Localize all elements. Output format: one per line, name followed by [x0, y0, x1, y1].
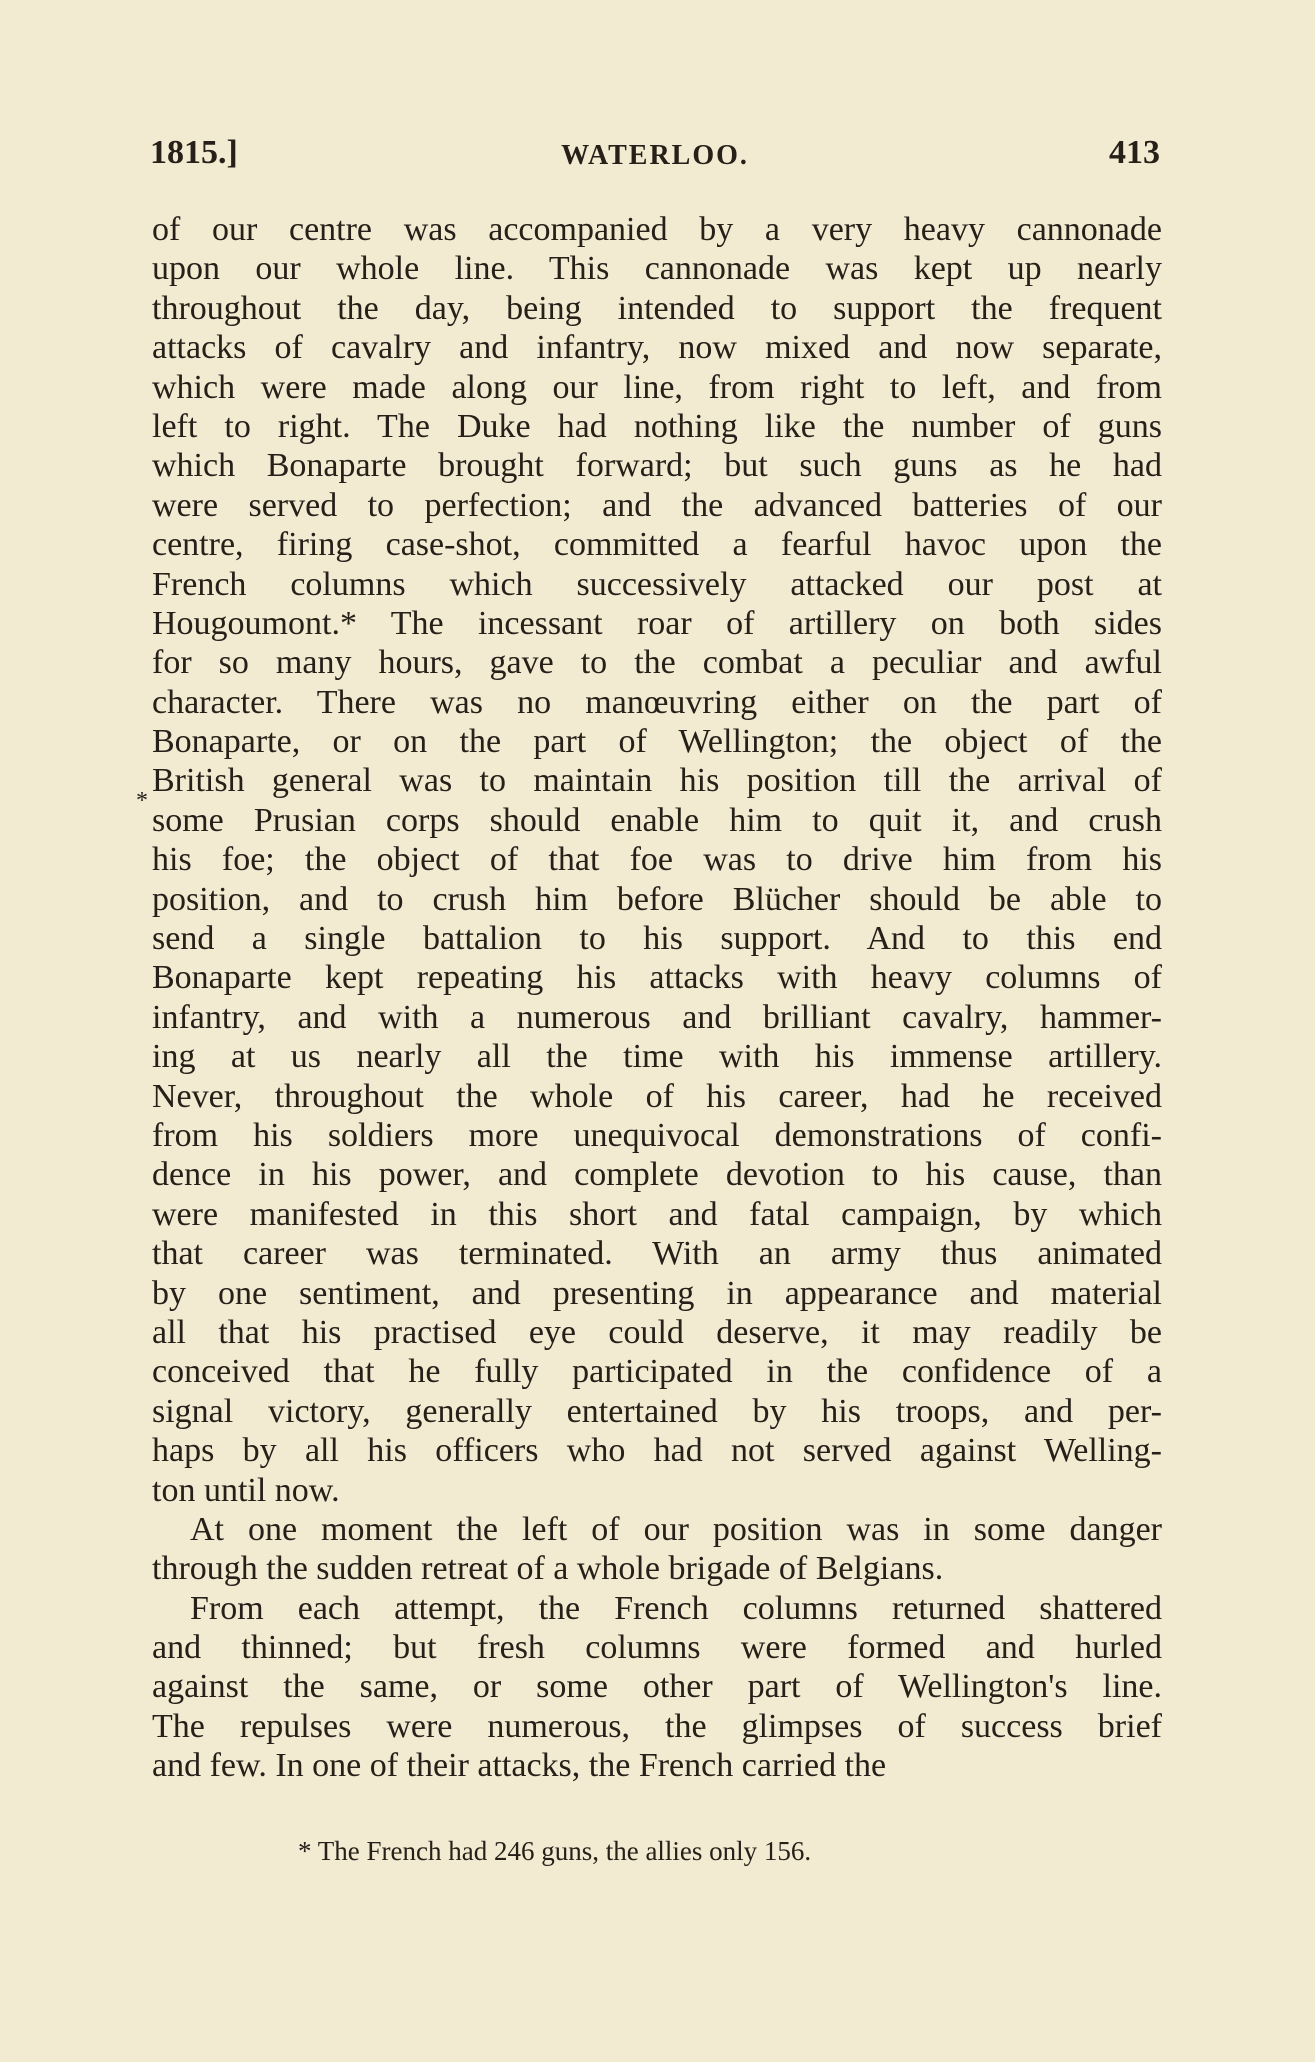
header-title: WATERLOO.: [561, 140, 749, 171]
text-line: infantry, and with a numerous and brilliant cavalry, hammer-: [152, 998, 1162, 1036]
footnote: * The French had 246 guns, the allies only 156.: [298, 1836, 812, 1866]
text-line: Never, throughout the whole of his career, had he received: [152, 1077, 1162, 1115]
text-line: were served to perfection; and the advanced batteries of our: [152, 486, 1162, 524]
text-line: dence in his power, and complete devotion to his cause, than: [152, 1156, 1162, 1194]
text-line: upon our whole line. This cannonade was kept up nearly: [152, 250, 1162, 288]
paragraph-3: [152, 1589, 1162, 1786]
text-line: ton until now.: [152, 1471, 340, 1509]
text-line: were manifested in this short and fatal campaign, by which: [152, 1195, 1162, 1233]
text-line: conceived that he fully participated in the confidence of a: [152, 1353, 1162, 1391]
body-text: [152, 210, 1162, 1786]
paragraph-2: [152, 1510, 1162, 1589]
text-line: which were made along our line, from right to left, and from: [152, 368, 1162, 406]
text-line: French columns which successively attacked our post at: [152, 565, 1162, 603]
text-line: which Bonaparte brought forward; but such guns as he had: [152, 447, 1162, 485]
text-line: of our centre was accompanied by a very heavy cannonade: [152, 211, 1162, 248]
paragraph-1: [152, 210, 1162, 1510]
text-line: centre, firing case-shot, committed a fearful havoc upon the: [152, 526, 1162, 564]
text-line: by one sentiment, and presenting in appearance and material: [152, 1274, 1162, 1312]
header-year: 1815.]: [150, 134, 238, 171]
text-line: and thinned; but fresh columns were formed and hurled: [152, 1629, 1162, 1667]
text-line: The repulses were numerous, the glimpses of success brief: [152, 1707, 1162, 1745]
text-line: haps by all his officers who had not served against Welling-: [152, 1432, 1162, 1470]
marginal-mark: *: [136, 788, 148, 814]
text-line: character. There was no manœuvring either on the part of: [152, 683, 1162, 721]
text-line: left to right. The Duke had nothing like the number of guns: [152, 407, 1162, 445]
text-line: Bonaparte kept repeating his attacks with heavy columns of: [152, 959, 1162, 997]
text-line: signal victory, generally entertained by his troops, and per-: [152, 1392, 1162, 1430]
text-line: throughout the day, being intended to support the frequent: [152, 289, 1162, 327]
text-line: attacks of cavalry and infantry, now mixed and now separate,: [152, 329, 1162, 367]
text-line: from his soldiers more unequivocal demonstrations of confi-: [152, 1116, 1162, 1154]
text-line: ing at us nearly all the time with his immense artillery.: [152, 1038, 1162, 1076]
text-line: From each attempt, the French columns returned shattered: [190, 1589, 1162, 1627]
text-line: through the sudden retreat of a whole brigade of Belgians.: [152, 1550, 944, 1588]
text-line: against the same, or some other part of Wellington's line.: [152, 1668, 1162, 1706]
text-line: his foe; the object of that foe was to drive him from his: [152, 841, 1162, 879]
text-line: At one moment the left of our position was in some danger: [190, 1510, 1162, 1548]
text-line: position, and to crush him before Blücher should be able to: [152, 880, 1162, 918]
text-line: and few. In one of their attacks, the French carried the: [152, 1747, 887, 1785]
text-line: British general was to maintain his position till the arrival of: [152, 762, 1162, 800]
text-line: Bonaparte, or on the part of Wellington; the object of the: [152, 723, 1162, 761]
running-header: [150, 134, 1160, 180]
page-number: 413: [1109, 134, 1160, 171]
text-line: Hougoumont.* The incessant roar of artillery on both sides: [152, 604, 1162, 642]
text-line: some Prusian corps should enable him to quit it, and crush: [152, 801, 1162, 839]
text-line: that career was terminated. With an army thus animated: [152, 1235, 1162, 1273]
text-line: send a single battalion to his support. And to this end: [152, 920, 1162, 958]
text-line: for so many hours, gave to the combat a peculiar and awful: [152, 644, 1162, 682]
text-line: all that his practised eye could deserve, it may readily be: [152, 1313, 1162, 1351]
